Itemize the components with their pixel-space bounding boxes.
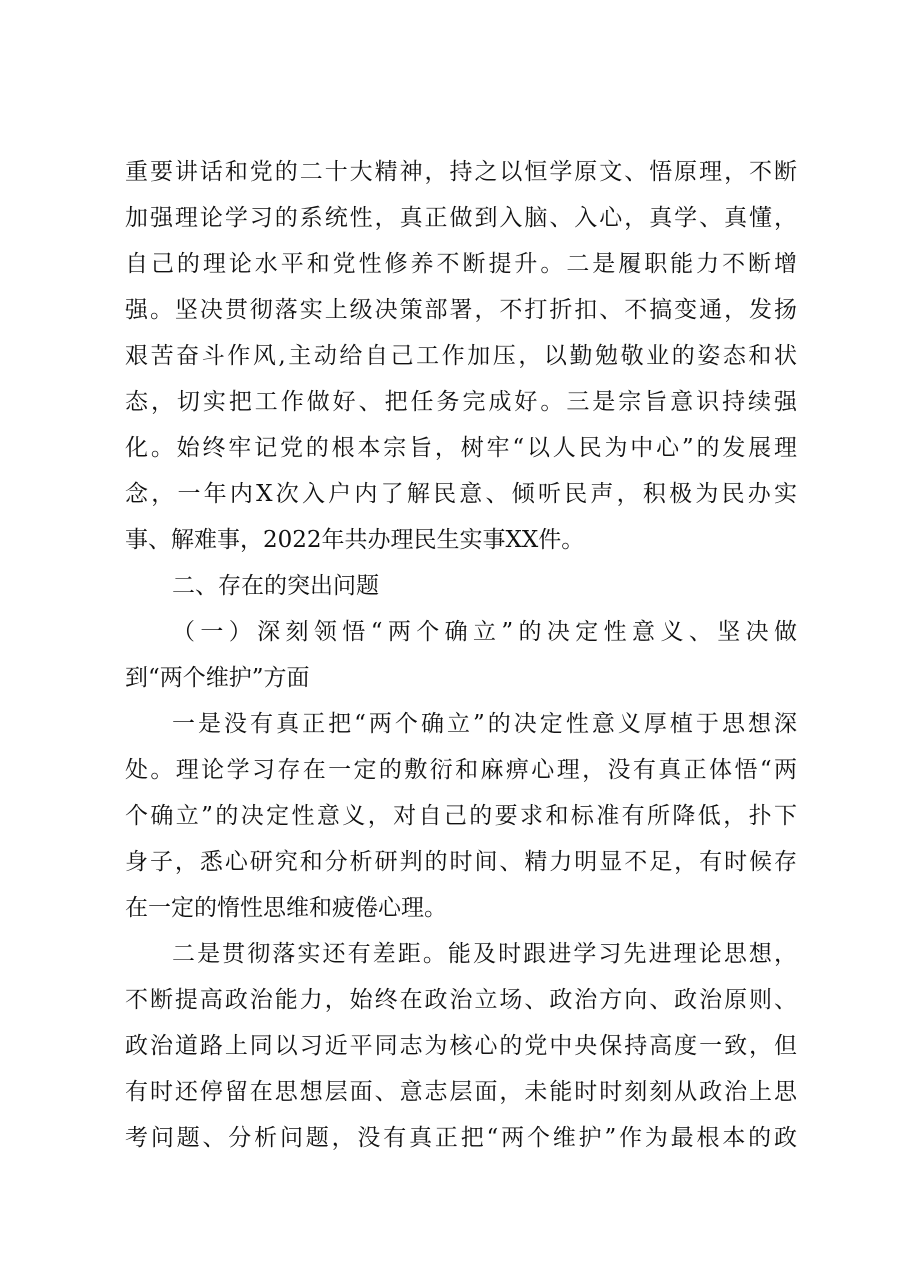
paragraph-line: 不断提高政治能力，始终在政治立场、政治方向、政治原则、 bbox=[125, 987, 797, 1013]
paragraph-line: 加强理论学习的系统性，真正做到入脑、入心，真学、真懂， bbox=[125, 205, 797, 231]
section-heading: 二、存在的突出问题 bbox=[172, 573, 379, 599]
paragraph-line: 考问题、分析问题，没有真正把“两个维护”作为最根本的政 bbox=[125, 1125, 797, 1151]
paragraph-line: 在一定的惰性思维和疲倦心理。 bbox=[125, 895, 447, 921]
paragraph-line: 自己的理论水平和党性修养不断提升。二是履职能力不断增 bbox=[125, 251, 797, 277]
paragraph-line: 重要讲话和党的二十大精神，持之以恒学原文、悟原理，不断 bbox=[125, 159, 797, 185]
subsection-heading-line: 到“两个维护”方面 bbox=[125, 665, 310, 691]
paragraph-line: 有时还停留在思想层面、意志层面，未能时时刻刻从政治上思 bbox=[125, 1079, 797, 1105]
paragraph-line: 政治道路上同以习近平同志为核心的党中央保持高度一致，但 bbox=[125, 1033, 797, 1059]
paragraph-line: 强。坚决贯彻落实上级决策部署，不打折扣、不搞变通，发扬 bbox=[125, 297, 797, 323]
paragraph-line: 事、解难事，2022年共办理民生实事XX件。 bbox=[125, 527, 585, 553]
paragraph-line: 化。始终牢记党的根本宗旨，树牢“以人民为中心”的发展理 bbox=[125, 435, 797, 461]
paragraph-line: 一是没有真正把“两个确立”的决定性意义厚植于思想深 bbox=[172, 711, 797, 737]
subsection-heading: （一）深刻领悟“两个确立”的决定性意义、坚决做 bbox=[172, 619, 797, 645]
paragraph-line: 二是贯彻落实还有差距。能及时跟进学习先进理论思想， bbox=[172, 941, 797, 967]
paragraph-line: 身子，悉心研究和分析研判的时间、精力明显不足，有时候存 bbox=[125, 849, 797, 875]
paragraph-line: 处。理论学习存在一定的敷衍和麻痹心理，没有真正体悟“两 bbox=[125, 757, 797, 783]
paragraph-line: 念，一年内X次入户内了解民意、倾听民声，积极为民办实 bbox=[125, 481, 797, 507]
paragraph-line: 艰苦奋斗作风,主动给自己工作加压，以勤勉敬业的姿态和状 bbox=[125, 343, 797, 369]
paragraph-line: 态，切实把工作做好、把任务完成好。三是宗旨意识持续强 bbox=[125, 389, 797, 415]
paragraph-line: 个确立”的决定性意义，对自己的要求和标准有所降低，扑下 bbox=[125, 803, 797, 829]
